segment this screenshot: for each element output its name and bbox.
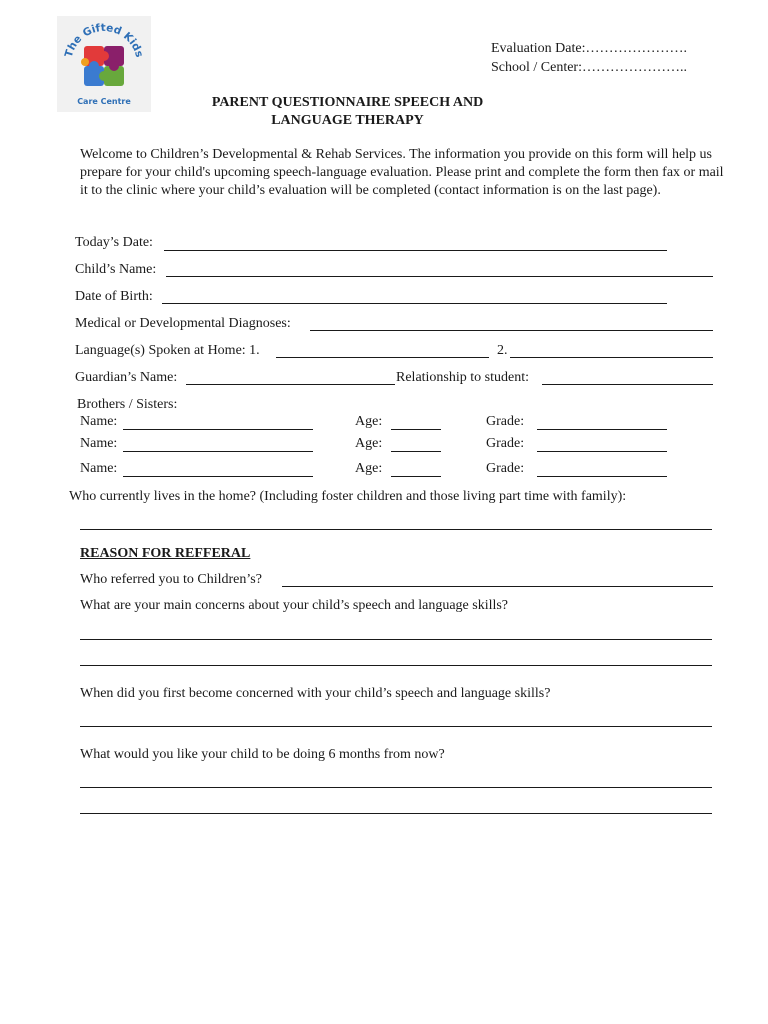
school-center: School / Center:…………………..	[491, 60, 687, 75]
sibling-2-grade-field[interactable]	[537, 451, 667, 452]
main-concerns-field-1[interactable]	[80, 639, 712, 640]
lives-in-home-field[interactable]	[80, 529, 712, 530]
todays-date-label: Today’s Date:	[75, 235, 153, 250]
languages-label: Language(s) Spoken at Home: 1.	[75, 343, 260, 358]
sibling-3-name-field[interactable]	[123, 476, 313, 477]
first-concerned-field[interactable]	[80, 726, 712, 727]
relationship-field[interactable]	[542, 384, 713, 385]
guardian-label: Guardian’s Name:	[75, 370, 178, 385]
first-concerned-label: When did you first become concerned with your child’s speech and language skills?	[80, 686, 551, 701]
logo	[57, 16, 151, 112]
relationship-label: Relationship to student:	[396, 370, 529, 385]
language-2-field[interactable]	[510, 357, 713, 358]
sibling-3-grade-field[interactable]	[537, 476, 667, 477]
sibling-age-label: Age:	[355, 414, 383, 429]
sibling-age-label: Age:	[355, 461, 383, 476]
sibling-grade-label: Grade:	[486, 461, 525, 476]
six-months-label: What would you like your child to be doing 6 months from now?	[80, 747, 445, 762]
todays-date-field[interactable]	[164, 250, 667, 251]
diagnoses-field[interactable]	[310, 330, 713, 331]
sibling-grade-label: Grade:	[486, 414, 525, 429]
childs-name-label: Child’s Name:	[75, 262, 157, 277]
sibling-1-name-field[interactable]	[123, 429, 313, 430]
sibling-grade-label: Grade:	[486, 436, 525, 451]
form-title-line1: PARENT QUESTIONNAIRE SPEECH AND	[211, 95, 484, 110]
sibling-age-label: Age:	[355, 436, 383, 451]
lives-in-home-label: Who currently lives in the home? (Including foster children and those living part time with family):	[69, 489, 627, 504]
language-1-field[interactable]	[276, 357, 489, 358]
six-months-field-2[interactable]	[80, 813, 712, 814]
sibling-3-age-field[interactable]	[391, 476, 441, 477]
main-concerns-label: What are your main concerns about your child’s speech and language skills?	[80, 598, 509, 613]
date-of-birth-label: Date of Birth:	[75, 289, 153, 304]
sibling-name-label: Name:	[80, 414, 118, 429]
six-months-field-1[interactable]	[80, 787, 712, 788]
sibling-2-age-field[interactable]	[391, 451, 441, 452]
childs-name-field[interactable]	[166, 276, 713, 277]
form-title-line2: LANGUAGE THERAPY	[271, 113, 424, 128]
logo-brand-text: The Gifted Kids	[62, 21, 146, 59]
siblings-heading: Brothers / Sisters:	[77, 397, 178, 412]
language-2-label: 2.	[497, 343, 508, 358]
main-concerns-field-2[interactable]	[80, 665, 712, 666]
sibling-2-name-field[interactable]	[123, 451, 313, 452]
sibling-name-label: Name:	[80, 461, 118, 476]
puzzle-logo-icon	[57, 16, 151, 112]
referral-heading: REASON FOR REFFERAL	[80, 546, 251, 561]
guardian-field[interactable]	[186, 384, 395, 385]
sibling-name-label: Name:	[80, 436, 118, 451]
logo-sub-text: Care Centre	[77, 97, 131, 106]
sibling-1-age-field[interactable]	[391, 429, 441, 430]
diagnoses-label: Medical or Developmental Diagnoses:	[75, 316, 291, 331]
evaluation-date: Evaluation Date:………………….	[491, 41, 687, 56]
sibling-1-grade-field[interactable]	[537, 429, 667, 430]
date-of-birth-field[interactable]	[162, 303, 667, 304]
intro-paragraph: Welcome to Children’s Developmental & Rehab Services. The information you provide on this form will help us prepare for your child's upcoming speech-language evaluation. Please print and complete the form then fax or mail it to the clinic where your child’s evaluation will be completed (contact information is on the last page).	[80, 147, 724, 198]
who-referred-field[interactable]	[282, 586, 713, 587]
who-referred-label: Who referred you to Children’s?	[80, 572, 262, 587]
